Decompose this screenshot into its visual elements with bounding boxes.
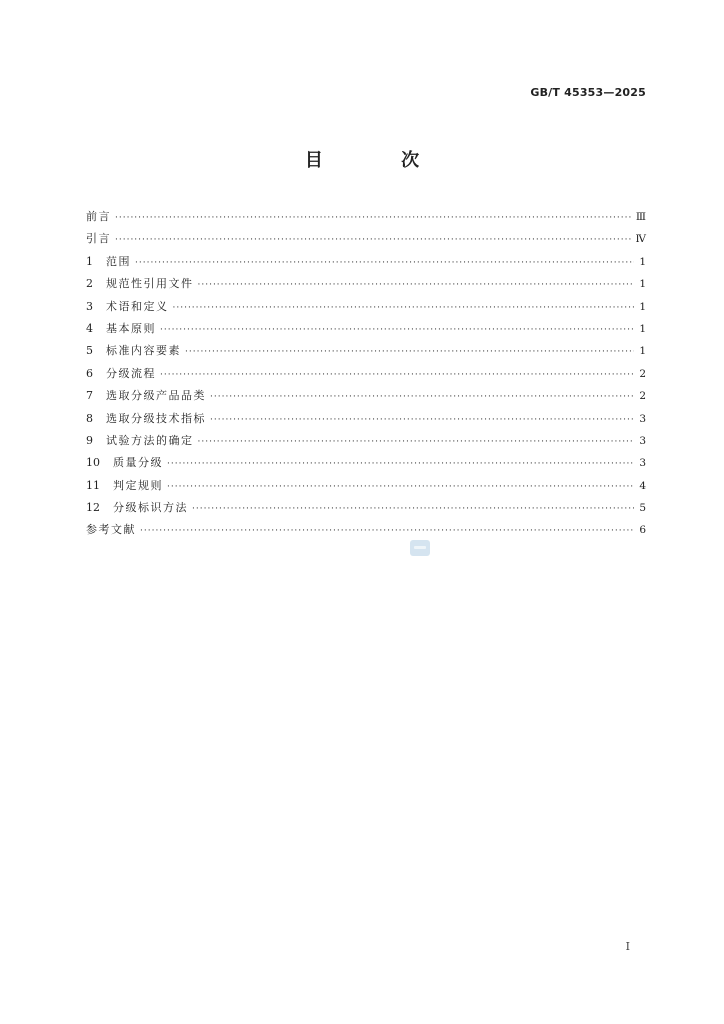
toc-leader-dots: [185, 341, 634, 363]
toc-entry-page: 5: [639, 502, 646, 515]
toc-entry-number: 7: [86, 389, 93, 403]
toc-entry-8[interactable]: [86, 408, 646, 430]
toc-entry-9[interactable]: [86, 430, 646, 452]
toc-entry-number: 3: [86, 299, 93, 313]
toc-leader-dots: [115, 229, 632, 251]
toc-leader-dots: [198, 431, 635, 453]
toc-entry-page: 3: [639, 434, 646, 447]
toc-entry-label: 术语和定义: [106, 299, 169, 313]
toc-entry-page: Ⅳ: [635, 233, 646, 246]
toc-entry-label: 分级标识方法: [113, 501, 188, 515]
toc-entry-number: 5: [86, 344, 93, 358]
toc-entry-page: 1: [639, 345, 646, 358]
toc-entry-10[interactable]: [86, 452, 646, 474]
toc-entry-label: 参考文献: [86, 523, 136, 537]
toc-entry-foreword[interactable]: [86, 206, 646, 228]
standard-code: GB/T 45353—2025: [530, 86, 646, 99]
toc-entry-label: 规范性引用文件: [106, 277, 194, 291]
toc-entry-number: 4: [86, 321, 93, 335]
toc-leader-dots: [198, 274, 635, 296]
toc-entry-page: 2: [639, 390, 646, 403]
toc-leader-dots: [115, 207, 632, 229]
toc-leader-dots: [210, 409, 634, 431]
toc-entry-6[interactable]: [86, 363, 646, 385]
toc-entry-2[interactable]: [86, 273, 646, 295]
toc-entry-page: 6: [639, 524, 646, 537]
toc-entry-page: 2: [639, 367, 646, 380]
toc-entry-3[interactable]: [86, 296, 646, 318]
toc-entry-number: 12: [86, 501, 100, 515]
toc-entry-7[interactable]: [86, 385, 646, 407]
toc-entry-page: 4: [639, 479, 646, 492]
toc-entry-number: 2: [86, 277, 93, 291]
table-of-contents: [86, 206, 646, 542]
toc-entry-number: 1: [86, 254, 93, 268]
toc-entry-label: 前言: [86, 210, 111, 223]
toc-entry-label: 选取分级产品品类: [106, 389, 206, 403]
toc-entry-11[interactable]: [86, 475, 646, 497]
toc-entry-page: 1: [639, 322, 646, 335]
page-title: 目 次: [304, 150, 456, 171]
publisher-logo-icon: [410, 540, 430, 556]
toc-entry-number: 9: [86, 433, 93, 447]
toc-entry-page: 3: [639, 412, 646, 425]
toc-entry-introduction[interactable]: [86, 228, 646, 250]
toc-leader-dots: [167, 453, 634, 475]
toc-leader-dots: [140, 520, 634, 542]
toc-entry-12[interactable]: [86, 497, 646, 519]
toc-entry-page: 3: [639, 457, 646, 470]
toc-entry-page: Ⅲ: [635, 211, 646, 223]
toc-leader-dots: [173, 297, 635, 319]
toc-leader-dots: [192, 498, 634, 520]
page-number: I: [625, 940, 630, 953]
toc-entry-label: 质量分级: [113, 456, 163, 470]
toc-leader-dots: [167, 476, 634, 498]
toc-entry-number: 8: [86, 411, 93, 425]
toc-entry-page: 1: [639, 255, 646, 268]
toc-entry-page: 1: [639, 300, 646, 313]
toc-entry-page: 1: [639, 278, 646, 291]
toc-entry-label: 选取分级技术指标: [106, 411, 206, 425]
toc-entry-4[interactable]: [86, 318, 646, 340]
toc-entry-label: 引言: [86, 232, 111, 246]
toc-leader-dots: [135, 252, 634, 274]
toc-entry-label: 基本原则: [106, 321, 156, 335]
toc-entry-label: 标准内容要素: [106, 344, 181, 358]
toc-entry-bibliography[interactable]: [86, 519, 646, 541]
toc-entry-label: 试验方法的确定: [106, 433, 194, 447]
toc-leader-dots: [160, 364, 634, 386]
toc-entry-number: 10: [86, 456, 100, 470]
toc-leader-dots: [210, 386, 634, 408]
toc-entry-label: 范围: [106, 254, 131, 268]
toc-entry-5[interactable]: [86, 340, 646, 362]
toc-entry-number: 6: [86, 366, 93, 380]
toc-entry-1[interactable]: [86, 251, 646, 273]
toc-entry-label: 判定规则: [113, 478, 163, 492]
toc-leader-dots: [160, 319, 634, 341]
toc-entry-number: 11: [86, 478, 100, 492]
toc-entry-label: 分级流程: [106, 366, 156, 380]
